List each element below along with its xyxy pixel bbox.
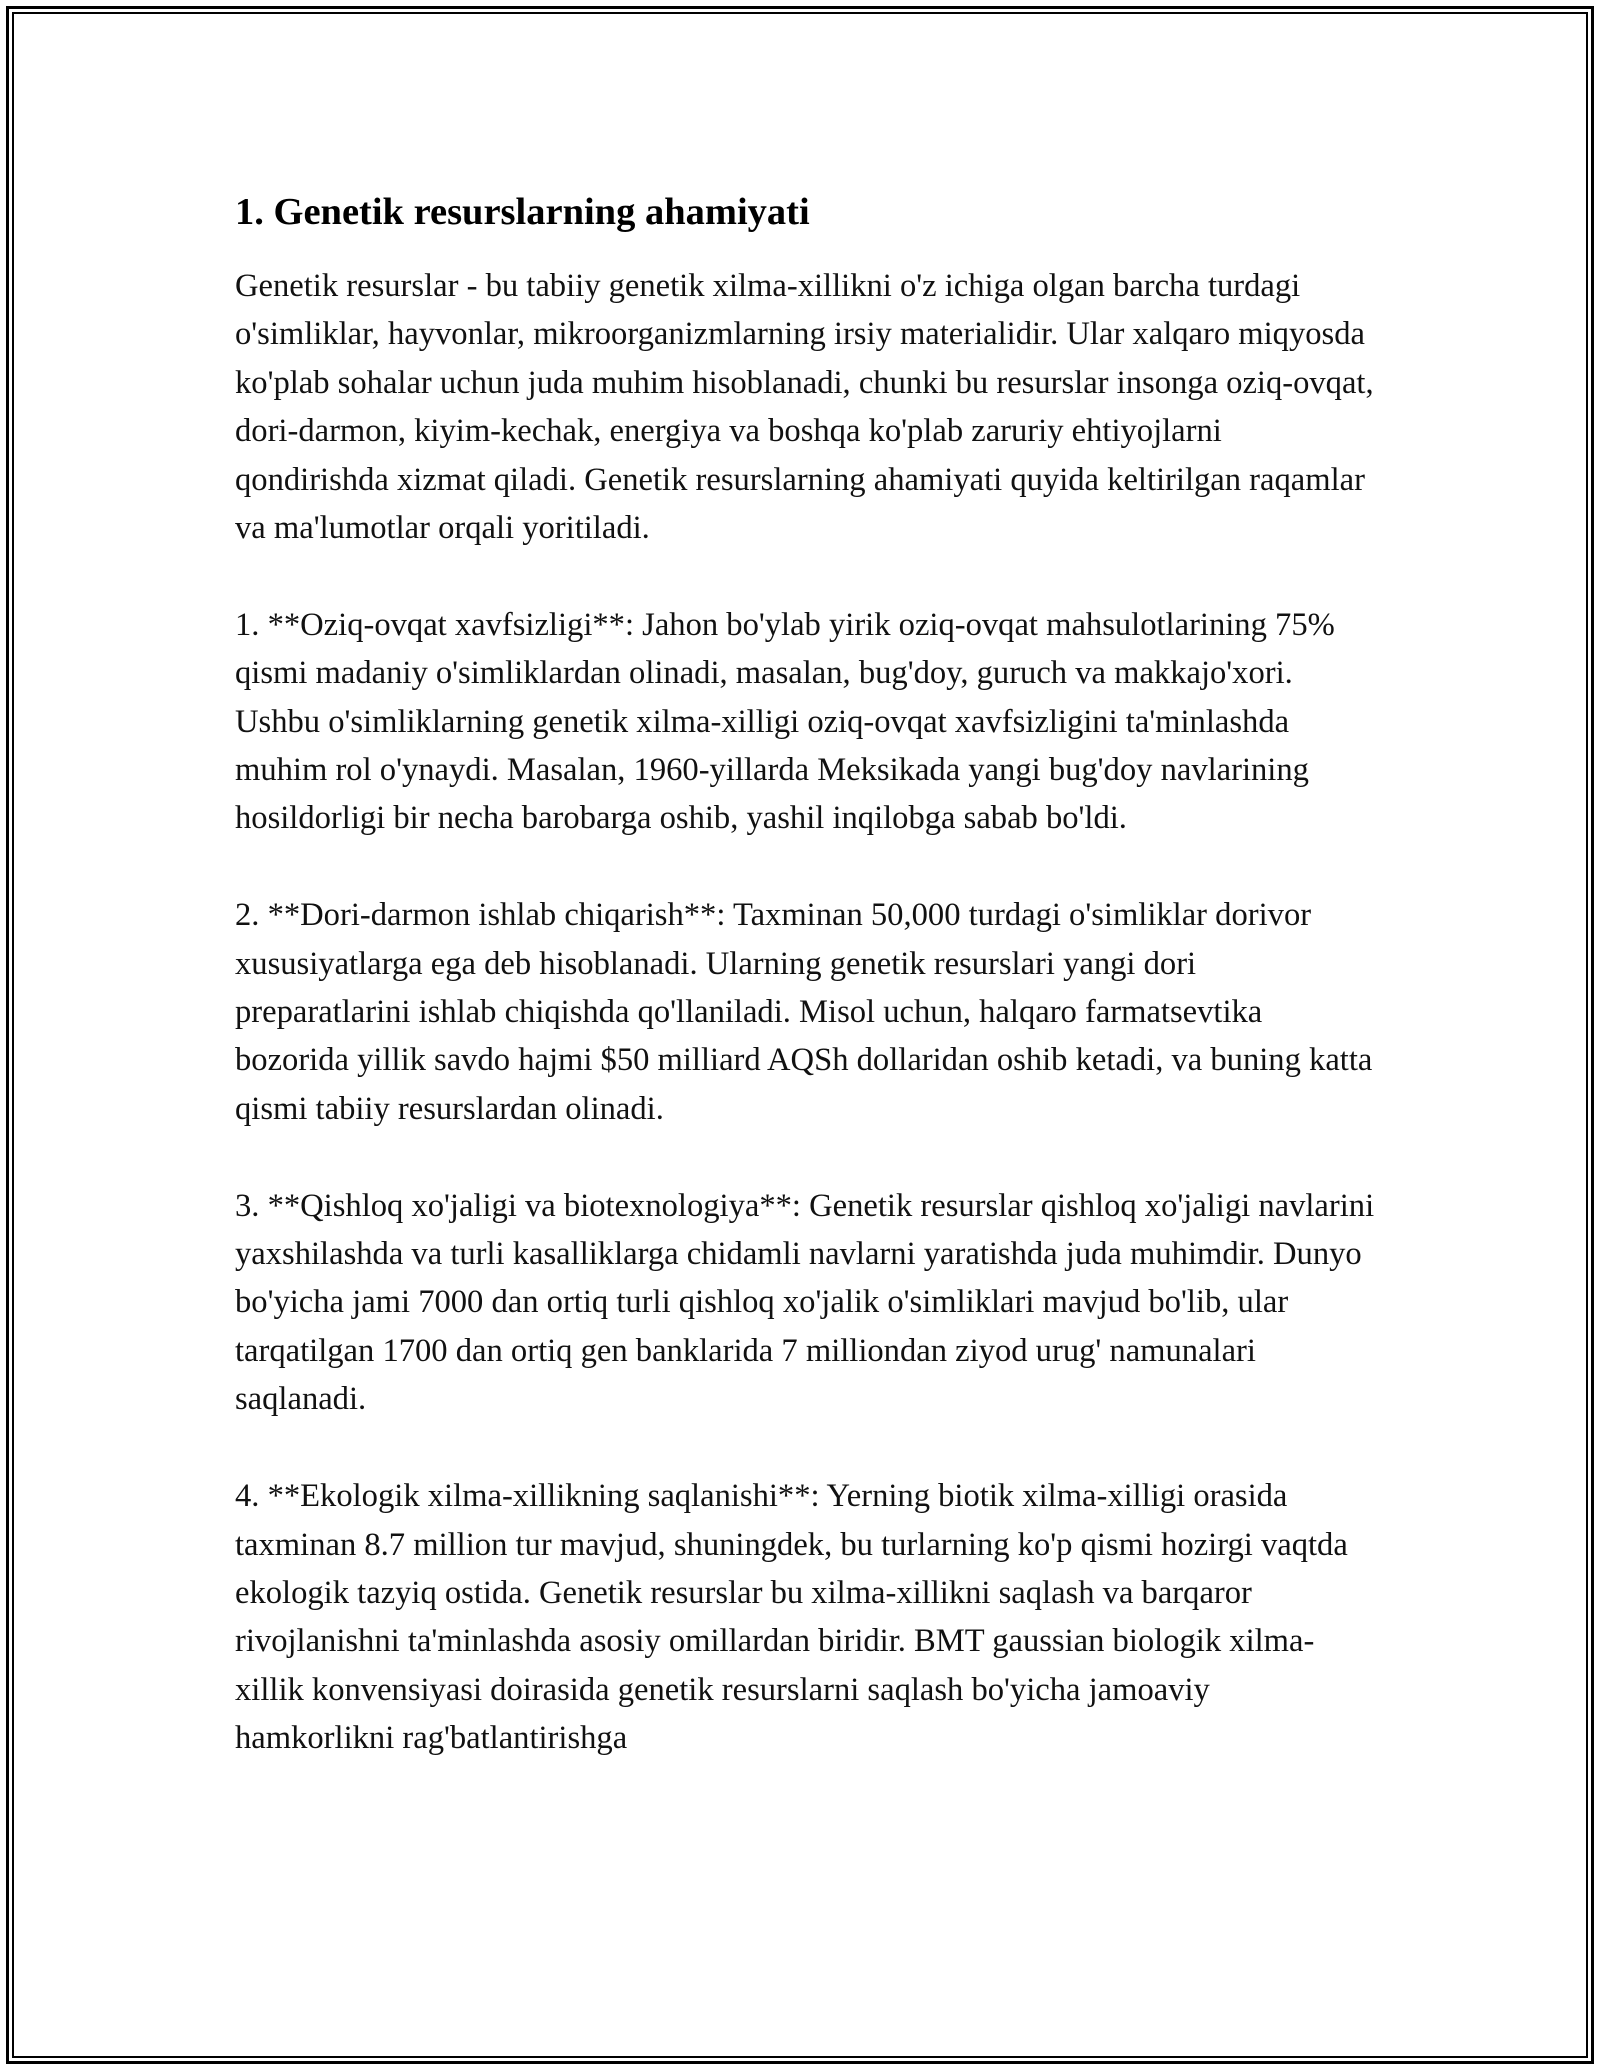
list-item-medicine-production: 2. **Dori-darmon ishlab chiqarish**: Taxminan 50,000 turdagi o'simliklar dorivor xususiyatlarga ega deb hisoblanadi. Ularning genetik resurslari yangi dori preparatlarini ishlab chiqishda qo'llaniladi. Misol uchun, halqaro farmatsevtika bozorida yillik savdo hajmi $50 milliard AQSh dollaridan oshib ketadi, va buning katta qismi tabiiy resurslardan olinadi. [235, 897, 1373, 1127]
list-item-agriculture-biotech: 3. **Qishloq xo'jaligi va biotexnologiya**: Genetik resurslar qishloq xo'jaligi navlarini yaxshilashda va turli kasalliklarga chidamli navlarni yaratishda juda muhimdir. Dunyo bo'yicha jami 7000 dan ortiq turli qishloq xo'jalik o'simliklari mavjud bo'lib, ular tarqatilgan 1700 dan ortiq gen banklarida 7 milliondan ziyod urug' namunalari saqlanadi. [235, 1187, 1375, 1418]
document-body [235, 188, 1375, 1763]
list-item-ecological-diversity: 4. **Ekologik xilma-xillikning saqlanishi**: Yerning biotik xilma-xilligi orasida taxminan 8.7 million tur mavjud, shuningdek, bu turlarning ko'p qismi hozirgi vaqtda ekologik tazyiq ostida. Genetik resurslar bu xilma-xillikni saqlash va barqaror rivojlanishni ta'minlashda asosiy omillardan biridir. BMT gaussian biologik xilma-xillik konvensiyasi doirasida genetik resurslarni saqlash bo'yicha jamoaviy hamkorlikni rag'batlantirishga [235, 1478, 1348, 1757]
intro-paragraph: Genetik resurslar - bu tabiiy genetik xilma-xillikni o'z ichiga olgan barcha turdagi o'simliklar, hayvonlar, mikroorganizmlarning irsiy materialidir. Ular xalqaro miqyosda ko'plab sohalar uchun juda muhim hisoblanadi, chunki bu resurslar insonga oziq-ovqat, dori-darmon, kiyim-kechak, energiya va boshqa ko'plab zaruriy ehtiyojlarni qondirishda xizmat qiladi. Genetik resurslarning ahamiyati quyida keltirilgan raqamlar va ma'lumotlar orqali yoritiladi. [235, 268, 1374, 547]
document-title: 1. Genetik resurslarning ahamiyati [235, 191, 810, 233]
list-item-food-security: 1. **Oziq-ovqat xavfsizligi**: Jahon bo'ylab yirik oziq-ovqat mahsulotlarining 75% qismi madaniy o'simliklardan olinadi, masalan, bug'doy, guruch va makkajo'xori. Ushbu o'simliklarning genetik xilma-xilligi oziq-ovqat xavfsizligini ta'minlashda muhim rol o'ynaydi. Masalan, 1960-yillarda Meksikada yangi bug'doy navlarining hosildorligi bir necha barobarga oshib, yashil inqilobga sabab bo'ldi. [235, 606, 1335, 837]
